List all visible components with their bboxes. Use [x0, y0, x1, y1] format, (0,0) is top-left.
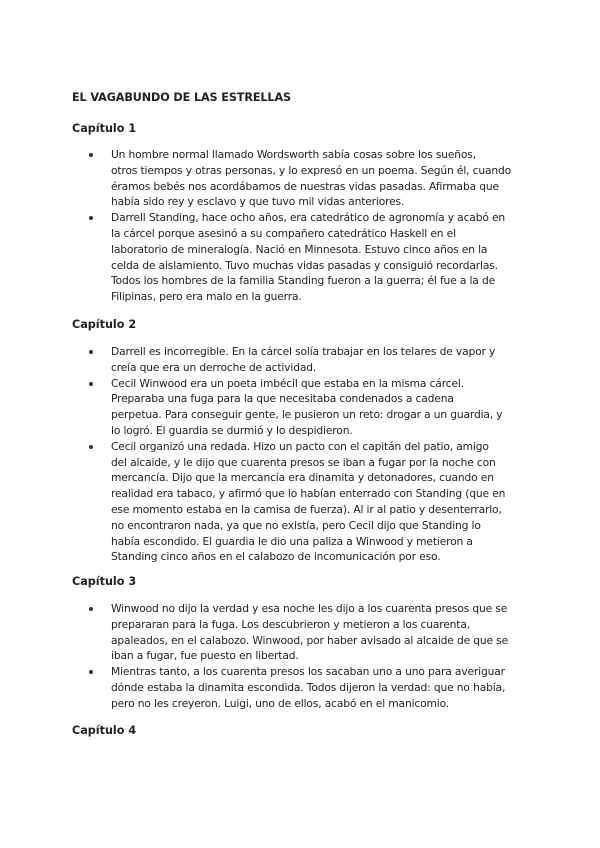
bullet-icon	[89, 153, 93, 157]
list-item	[0, 439, 531, 565]
text-line: ese momento estaba en la camisa de fuerza). Al ir al patio y desenterrarlo,	[111, 502, 502, 516]
chapter-1-heading: Capítulo 1	[72, 122, 137, 135]
text-line: Cecil organizó una redada. Hizo un pacto con el capitán del patio, amigo	[111, 439, 489, 453]
text-line: Darrell es incorregible. En la cárcel solía trabajar en los telares de vapor y	[111, 345, 496, 358]
text-line: Standing cinco años en el calabozo de incomunicación por eso.	[111, 550, 441, 564]
text-line: Todos los hombres de la familia Standing fueron a la guerra; él fue a la de	[111, 274, 496, 288]
text-line: perpetua. Para conseguir gente, le pusieron un reto: drogar a un guardia, y	[111, 408, 503, 422]
document-title: EL VAGABUNDO DE LAS ESTRELLAS	[72, 91, 291, 104]
text-line: realidad era tabaco, y afirmó que lo habían enterrado con Standing (que en	[111, 487, 506, 501]
text-line: pero no les creyeron. Luigi, uno de ellos, acabó en el manicomio.	[111, 696, 450, 710]
text-line: no encontraron nada, ya que no existía, pero Cecil dijo que Standing lo	[111, 518, 481, 532]
text-line: Un hombre normal llamado Wordsworth sabía cosas sobre los sueños,	[111, 148, 476, 161]
text-line: del alcaide, y le dijo que cuarenta presos se iban a fugar por la noche con	[111, 455, 496, 469]
text-line: prepararan para la fuga. Los descubrieron y metieron a los cuarenta,	[111, 617, 470, 631]
text-line: Mientras tanto, a los cuarenta presos los sacaban uno a uno para averiguar	[111, 665, 505, 679]
bullet-icon	[89, 382, 93, 386]
text-line: Preparaba una fuga para la que necesitaba condenados a cadena	[111, 392, 454, 406]
text-line: la cárcel porque asesinó a su compañero catedrático Haskell en el	[111, 226, 456, 240]
bullet-icon	[89, 350, 93, 354]
bullet-icon	[89, 607, 93, 611]
text-line: mercancía. Dijo que la mercancía era dinamita y detonadores, cuando en	[111, 471, 494, 485]
text-line: Filipinas, pero era malo en la guerra.	[111, 290, 302, 304]
text-line: creía que era un derroche de actividad.	[111, 360, 317, 374]
text-line: apaleados, en el calabozo. Winwood, por haber avisado al alcaide de que se	[111, 633, 509, 647]
list-item	[0, 210, 531, 305]
text-line: celda de aislamiento. Tuvo muchas vidas pasadas y consiguió recordarlas.	[111, 258, 498, 272]
chapter-4-heading: Capítulo 4	[72, 724, 137, 737]
text-line: iban a fugar, fue puesto en libertad.	[111, 649, 299, 663]
text-line: Winwood no dijo la verdad y esa noche les dijo a los cuarenta presos que se	[111, 602, 508, 615]
text-line: dónde estaba la dinamita escondida. Todos dijeron la verdad: que no había,	[111, 680, 506, 694]
chapter-2-list	[0, 344, 531, 565]
text-line: éramos bebés nos acordábamos de nuestras vidas pasadas. Afirmaba que	[111, 179, 499, 193]
text-line: había escondido. El guardia le dio una paliza a Winwood y metieron a	[111, 534, 473, 548]
bullet-icon	[89, 670, 93, 674]
list-item	[0, 147, 531, 210]
list-item	[0, 664, 531, 711]
text-line: Cecil Winwood era un poeta imbécil que estaba en la misma cárcel.	[111, 376, 464, 390]
list-item	[0, 376, 531, 439]
chapter-3-heading: Capítulo 3	[72, 575, 137, 588]
chapter-3-list	[0, 601, 531, 712]
text-line: laboratorio de mineralogía. Nació en Minnesota. Estuvo cinco años en la	[111, 242, 488, 256]
text-line: lo logró. El guardia se durmió y lo despidieron.	[111, 423, 353, 437]
text-line: había sido rey y esclavo y que tuvo mil vidas anteriores.	[111, 195, 405, 209]
chapter-1-list	[0, 147, 531, 305]
chapter-2-heading: Capítulo 2	[72, 318, 137, 331]
bullet-icon	[89, 216, 93, 220]
list-item	[0, 344, 531, 376]
text-line: Darrell Standing, hace ocho años, era catedrático de agronomía y acabó en	[111, 211, 506, 225]
text-line: otros tiempos y otras personas, y lo expresó en un poema. Según él, cuando	[111, 163, 512, 177]
list-item	[0, 601, 531, 664]
bullet-icon	[89, 445, 93, 449]
